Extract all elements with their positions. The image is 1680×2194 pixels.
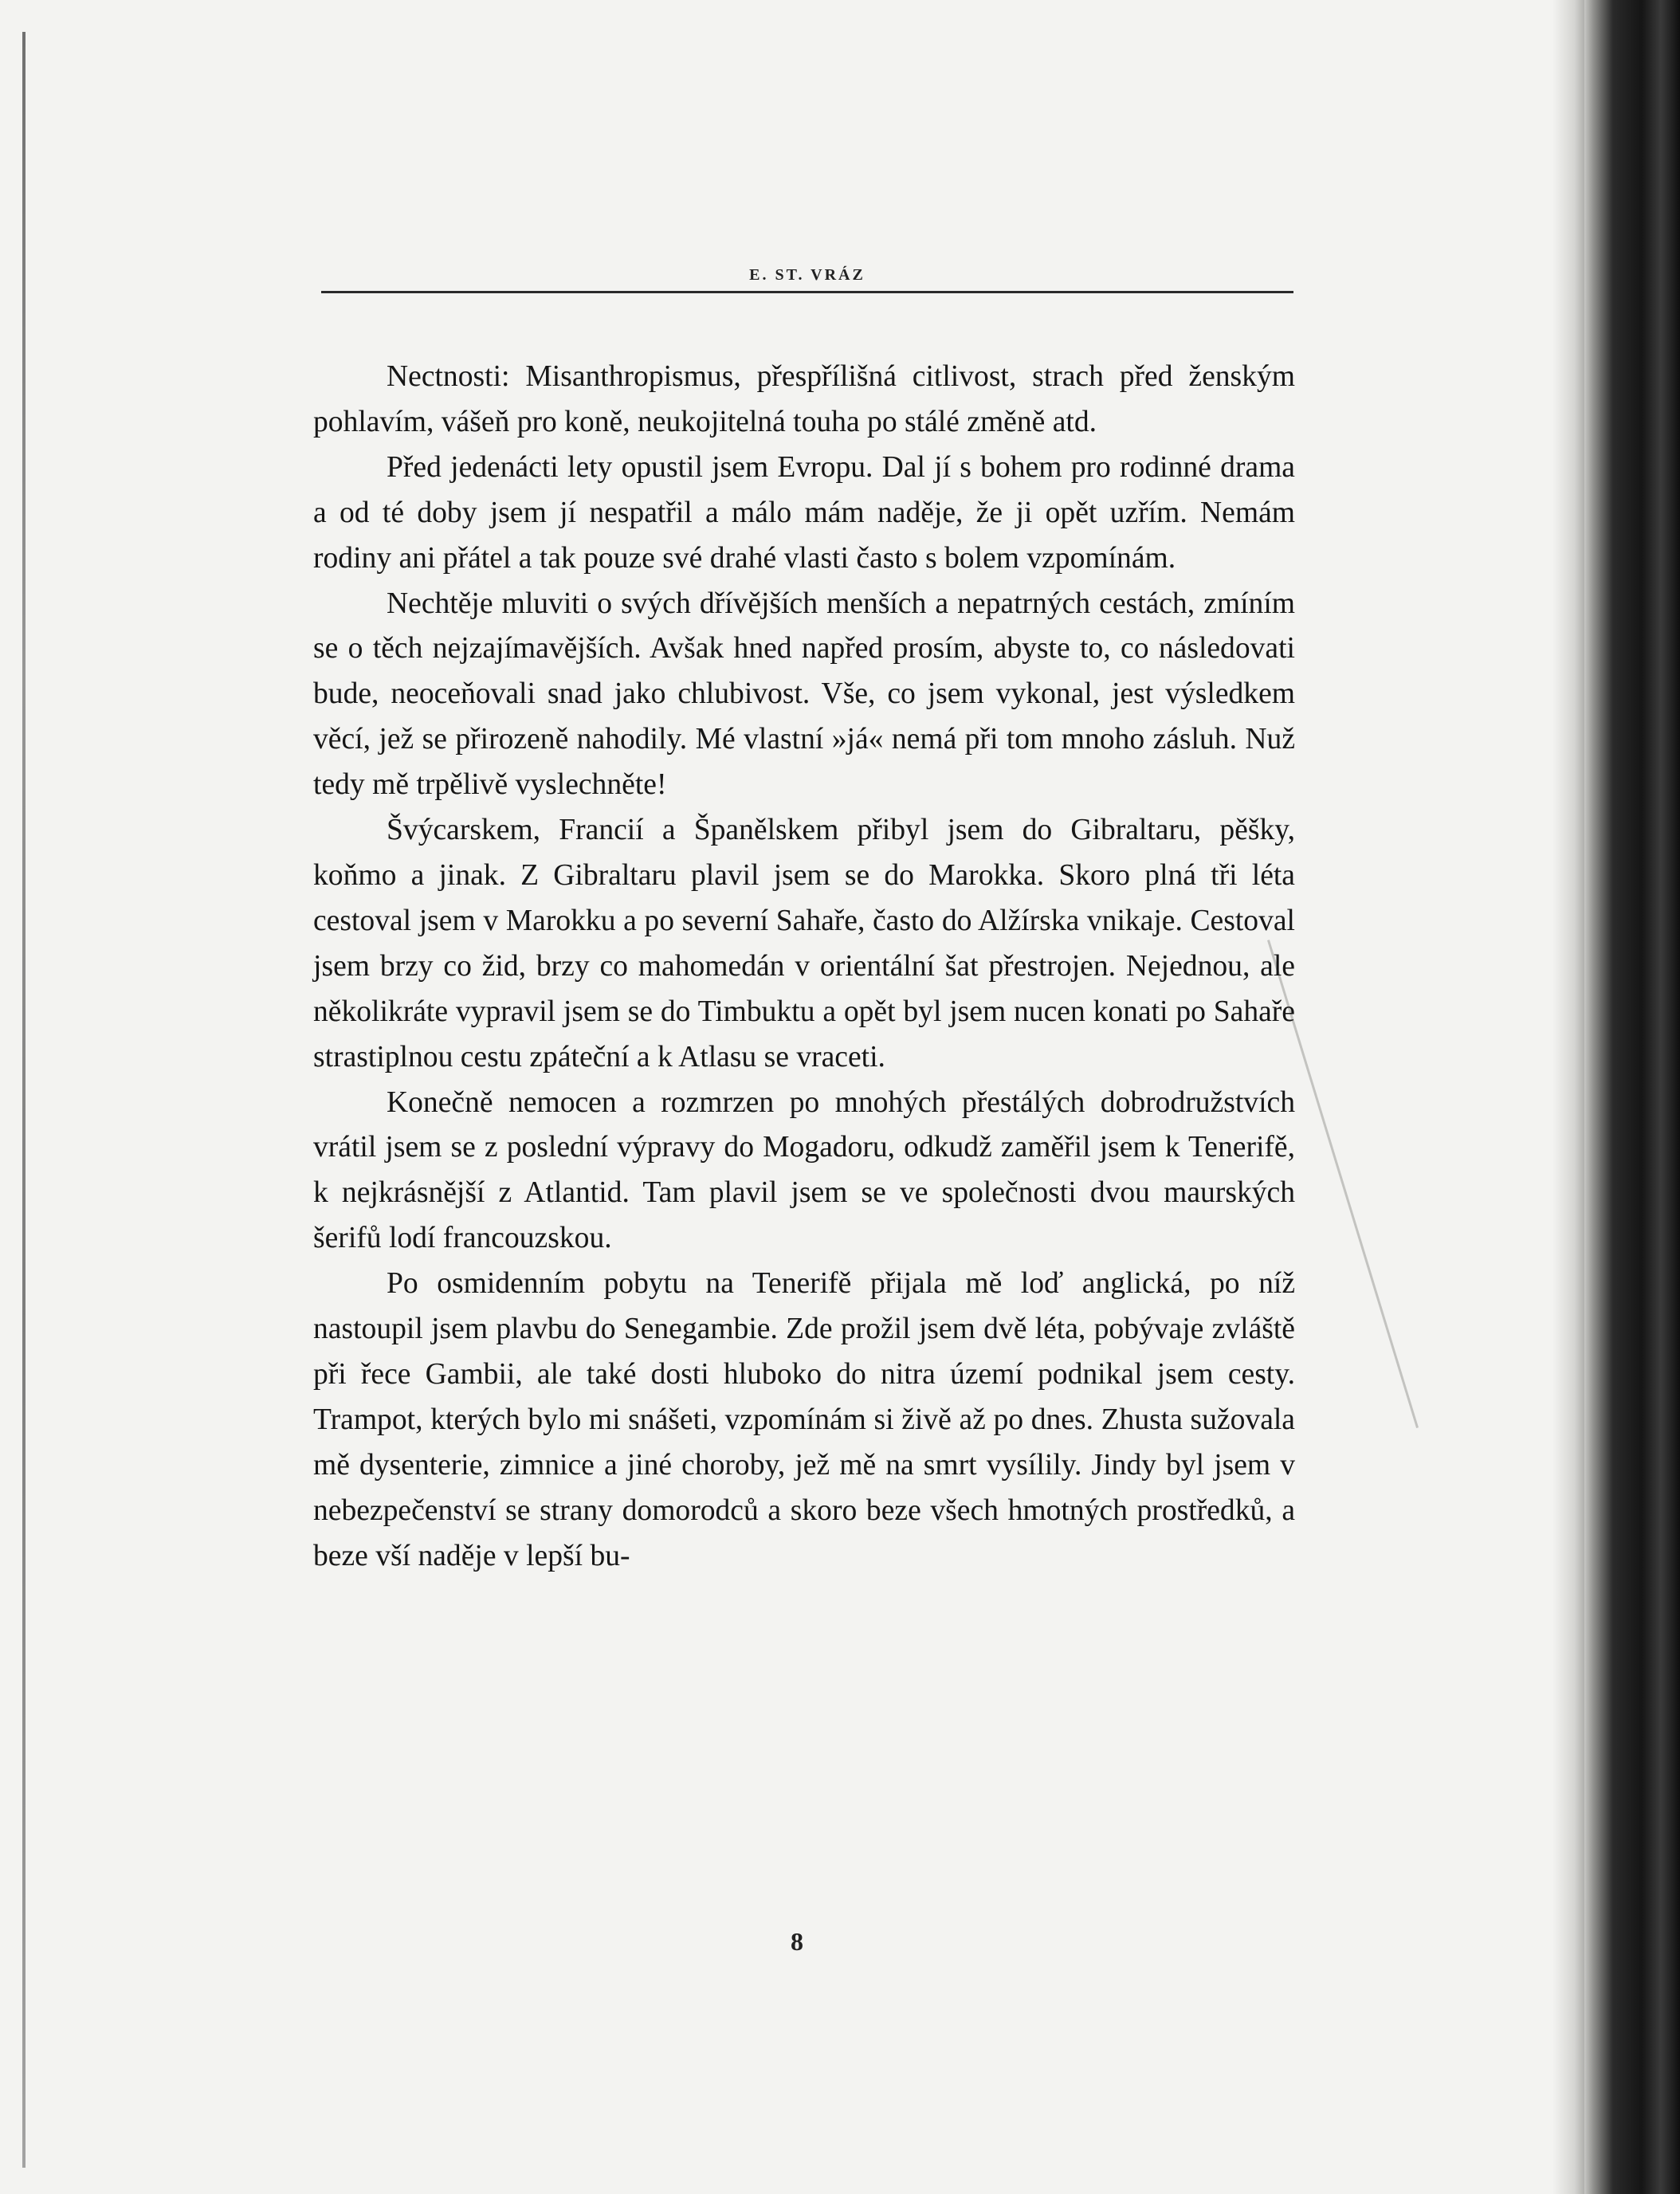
header-rule xyxy=(321,291,1293,293)
page-gutter-shadow xyxy=(1552,0,1584,2194)
page-left-edge xyxy=(22,32,26,2168)
book-binding xyxy=(1584,0,1680,2194)
paragraph: Nectnosti: Misanthropismus, přespřílišná citlivost, strach před ženským pohlavím, vášeň pro koně, neukojitelná touha po stálé změně atd. xyxy=(313,360,1295,438)
page-number: 8 xyxy=(791,1927,803,1956)
paragraph: Nechtěje mluviti o svých dřívějších menších a nepatrných cestách, zmíním se o těch nejzajímavějších. Avšak hned napřed prosím, abyste to, co následovati bude, neoceňovali snad jako chlubivost. Vše, co jsem vykonal, jest výsledkem věcí, jež se přirozeně nahodily. Mé vlastní »já« nemá při tom mnoho zásluh. Nuž tedy mě trpělivě vyslechněte! xyxy=(313,587,1295,802)
paragraph: Před jedenácti lety opustil jsem Evropu. Dal jí s bohem pro rodinné drama a od té doby jsem jí nespatřil a málo mám naděje, že ji opět uzřím. Nemám rodiny ani přátel a tak pouze své drahé vlasti často s bolem vzpomínám. xyxy=(313,450,1295,575)
running-head: E. ST. VRÁZ xyxy=(749,266,866,284)
paragraph: Po osmidenním pobytu na Tenerifě přijala mě loď anglická, po níž nastoupil jsem plavbu do Senegambie. Zde prožil jsem dvě léta, pobývaje zvláště při řece Gambii, ale také dosti hluboko do nitra území podnikal jsem cesty. Trampot, kterých bylo mi snášeti, vzpomínám si živě až po dnes. Zhusta sužovala mě dysenterie, zimnice a jiné choroby, jež mě na smrt vysílily. Jindy byl jsem v nebezpečenství se strany domorodců a skoro beze všech hmotných prostředků, a beze vší naděje v lepší bu- xyxy=(313,1267,1295,1572)
paragraph: Švýcarskem, Francií a Španělskem přibyl jsem do Gibraltaru, pěšky, koňmo a jinak. Z Gibraltaru plavil jsem se do Marokka. Skoro plná tři léta cestoval jsem v Marokku a po severní Sahaře, často do Alžírska vnikaje. Cestoval jsem brzy co žid, brzy co mahomedán v orientální šat přestrojen. Nejednou, ale několikráte vypravil jsem se do Timbuktu a opět byl jsem nucen konati po Sahaře strastiplnou cestu zpáteční a k Atlasu se vraceti. xyxy=(313,814,1295,1073)
paragraph: Konečně nemocen a rozmrzen po mnohých přestálých dobrodružstvích vrátil jsem se z poslední výpravy do Mogadoru, odkudž zaměřil jsem k Tenerifě, k nejkrásnější z Atlantid. Tam plavil jsem se ve společnosti dvou maurských šerifů lodí francouzskou. xyxy=(313,1085,1295,1255)
body-text xyxy=(313,355,1295,1579)
